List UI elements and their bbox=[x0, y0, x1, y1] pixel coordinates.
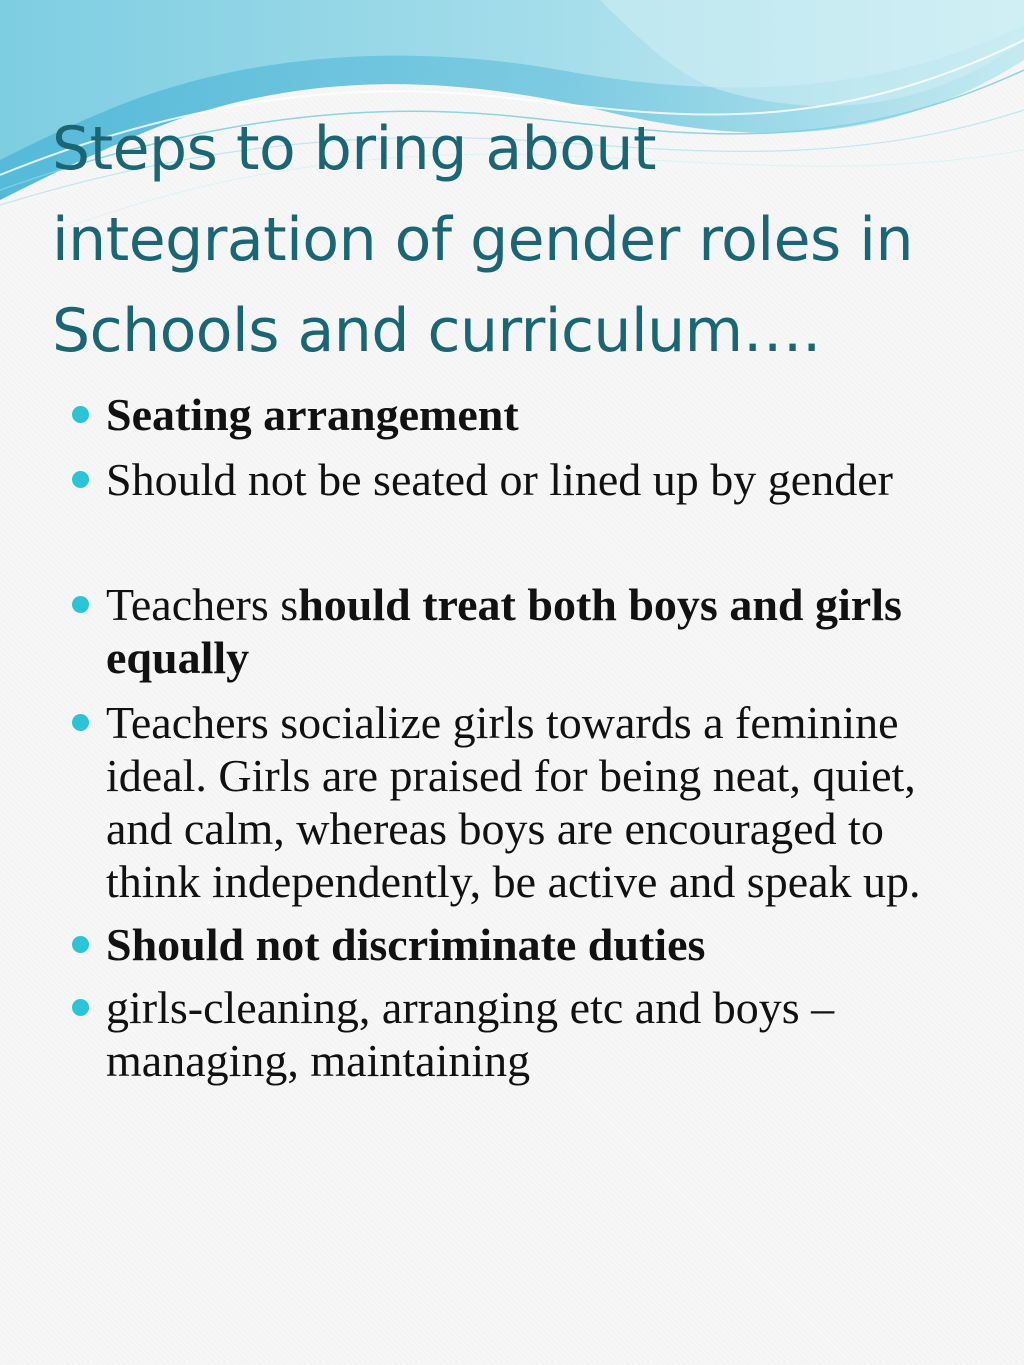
bullet-item bbox=[72, 918, 972, 971]
bullet-text: Should not discriminate duties bbox=[106, 919, 706, 970]
bullet-item bbox=[72, 388, 972, 441]
bullet-item bbox=[72, 696, 972, 908]
bullet-item bbox=[72, 453, 972, 506]
bullet-text-plain: Teachers s bbox=[106, 579, 299, 630]
bullet-item bbox=[72, 578, 972, 684]
bullet-dot-icon bbox=[72, 936, 89, 953]
bullet-list bbox=[72, 388, 972, 1087]
bullet-dot-icon bbox=[72, 596, 89, 613]
bullet-text: Seating arrangement bbox=[106, 389, 519, 440]
bullet-dot-icon bbox=[72, 999, 89, 1016]
bullet-dot-icon bbox=[72, 406, 89, 423]
bullet-text-bold: hould treat both boys and girls equally bbox=[106, 579, 902, 683]
bullet-text: Teachers socialize girls towards a feminine ideal. Girls are praised for being neat, quiet, and calm, whereas boys are encouraged to think independently, be active and speak up. bbox=[106, 697, 921, 907]
bullet-text: girls-cleaning, arranging etc and boys – managing, maintaining bbox=[106, 982, 835, 1086]
bullet-text: Should not be seated or lined up by gender bbox=[106, 454, 893, 505]
bullet-item bbox=[72, 981, 972, 1087]
slide-title: Steps to bring about integration of gender roles in Schools and curriculum…. bbox=[52, 114, 914, 366]
bullet-dot-icon bbox=[72, 714, 89, 731]
bullet-dot-icon bbox=[72, 471, 89, 488]
